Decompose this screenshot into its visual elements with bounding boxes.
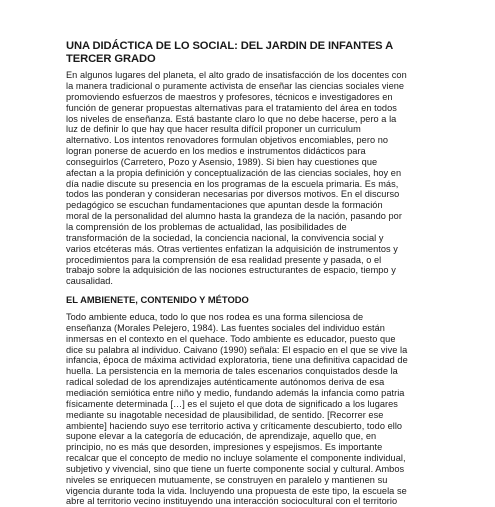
paragraph-line: transformación de la sociedad, la conciencia nacional, la convivencia social y — [66, 232, 384, 243]
paragraph-line: pedagógico se escuchan fundamentaciones que apuntan desde la formación — [66, 200, 383, 211]
paragraph-line: día nadie discute su presencia en los programas de la escuela primaria. Es más, — [66, 178, 399, 189]
paragraph-introduction — [66, 70, 426, 287]
paragraph-environment — [66, 312, 426, 507]
paragraph-line: subjetivo y vivencial, sino que tiene un fuerte componente social y cultural. Ambos — [66, 463, 405, 474]
paragraph-line: luz de definir lo que hay que hacer resulta difícil proponer un curriculum — [66, 124, 361, 135]
paragraph-line: trabajo sobre la adquisición de las nociones estructurantes de espacio, tiempo y — [66, 265, 396, 276]
paragraph-line: dice su palabra al individuo. Caivano (1990) señala: El espacio en el que se vive la — [66, 344, 408, 355]
paragraph-line: huella. La persistencia en la memoria de tales escenarios conquistados desde la — [66, 366, 398, 377]
section-heading: EL AMBIENETE, CONTENIDO Y MÉTODO — [66, 294, 249, 306]
paragraph-line: vigencia durante toda la vida. Incluyendo una propuesta de este tipo, la escuela se — [66, 485, 407, 496]
paragraph-line: afectan a la propia definición y conceptualización de las ciencias sociales, hoy en — [66, 167, 402, 178]
paragraph-line: causalidad. — [66, 276, 114, 287]
paragraph-line: enseñanza (Morales Pelejero, 1984). Las fuentes sociales del individuo están — [66, 322, 385, 333]
paragraph-line: radical soledad de los aprendizajes auténticamente autónomos deriva de esa — [66, 377, 385, 388]
paragraph-line: la manera tradicional o puramente activista de enseñar las ciencias sociales viene — [66, 81, 405, 92]
paragraph-line: procedimientos para la comprensión de esa realidad presente y pasada, o el — [66, 254, 382, 265]
paragraph-line: promoviendo esfuerzos de maestros y profesores, técnicos e investigadores en — [66, 91, 393, 102]
paragraph-line: varios etcéteras más. Otras vertientes enfatizan la adquisición de instrumentos y — [66, 243, 398, 254]
paragraph-line: ambiente] haciendo suyo ese territorio activa y críticamente descubierto, todo ello — [66, 420, 403, 431]
paragraph-line: función de generar propuestas alternativas para el tratamiento del área en todos — [66, 102, 397, 113]
paragraph-line: infancia, época de máxima actividad exploratoria, tiene una definitiva capacidad de — [66, 355, 408, 366]
paragraph-line: conseguirlos (Carretero, Pozo y Asensio, 1989). Si bien hay cuestiones que — [66, 156, 378, 167]
title-line: UNA DIDÁCTICA DE LO SOCIAL: DEL JARDIN DE INFANTES A — [66, 40, 394, 52]
paragraph-line: supone elevar a la categoría de educación, de aprendizaje, aquello que, en — [66, 431, 377, 442]
paragraph-line: recalcar que el concepto de medio no incluye solamente el componente individual, — [66, 453, 406, 464]
paragraph-line: la comprensión de los problemas de actualidad, las posibilidades de — [66, 222, 347, 232]
paragraph-line: inmersas en el contexto en el quehace. Todo ambiente es educador, puesto que — [66, 333, 396, 344]
paragraph-line: abre al territorio vecino instituyendo una interacción sociocultural con el territorio — [66, 496, 398, 507]
paragraph-line: alternativo. Los intentos renovadores formulan objetivos encomiables, pero no — [66, 135, 389, 146]
paragraph-line: mediante su inagotable necesidad de plausibilidad, de sentido. [Recorrer ese — [66, 409, 384, 420]
document-title — [66, 40, 426, 65]
paragraph-line: mediación semiótica entre niño y medio, fundando además la infancia como patria — [66, 387, 405, 398]
paragraph-line: físicamente determinada […] es el sujeto el que dota de significado a los lugares — [66, 398, 398, 409]
document-page — [66, 40, 426, 507]
paragraph-line: todos las ponderan y consideran necesarias por diversos motivos. En el discurso — [66, 189, 400, 200]
paragraph-line: principio, no es más que desorden, impresiones y espejismos. Es importante — [66, 442, 383, 453]
paragraph-line: Todo ambiente educa, todo lo que nos rodea es una forma silenciosa de — [66, 312, 364, 323]
paragraph-line: niveles se enriquecen mutuamente, se construyen en paralelo y mantienen su — [66, 474, 388, 485]
paragraph-line: logran ponerse de acuerdo en los medios e instrumentos didácticos para — [66, 146, 366, 157]
paragraph-line: los niveles de enseñanza. Está bastante claro lo que no debe hacerse, pero a la — [66, 113, 397, 124]
paragraph-line: moral de la personalidad del alumno hasta la grandeza de la nación, pasando por — [66, 211, 402, 222]
title-line: TERCER GRADO — [66, 52, 156, 65]
paragraph-line: En algunos lugares del planeta, el alto grado de insatisfacción de los docentes con — [66, 70, 407, 81]
